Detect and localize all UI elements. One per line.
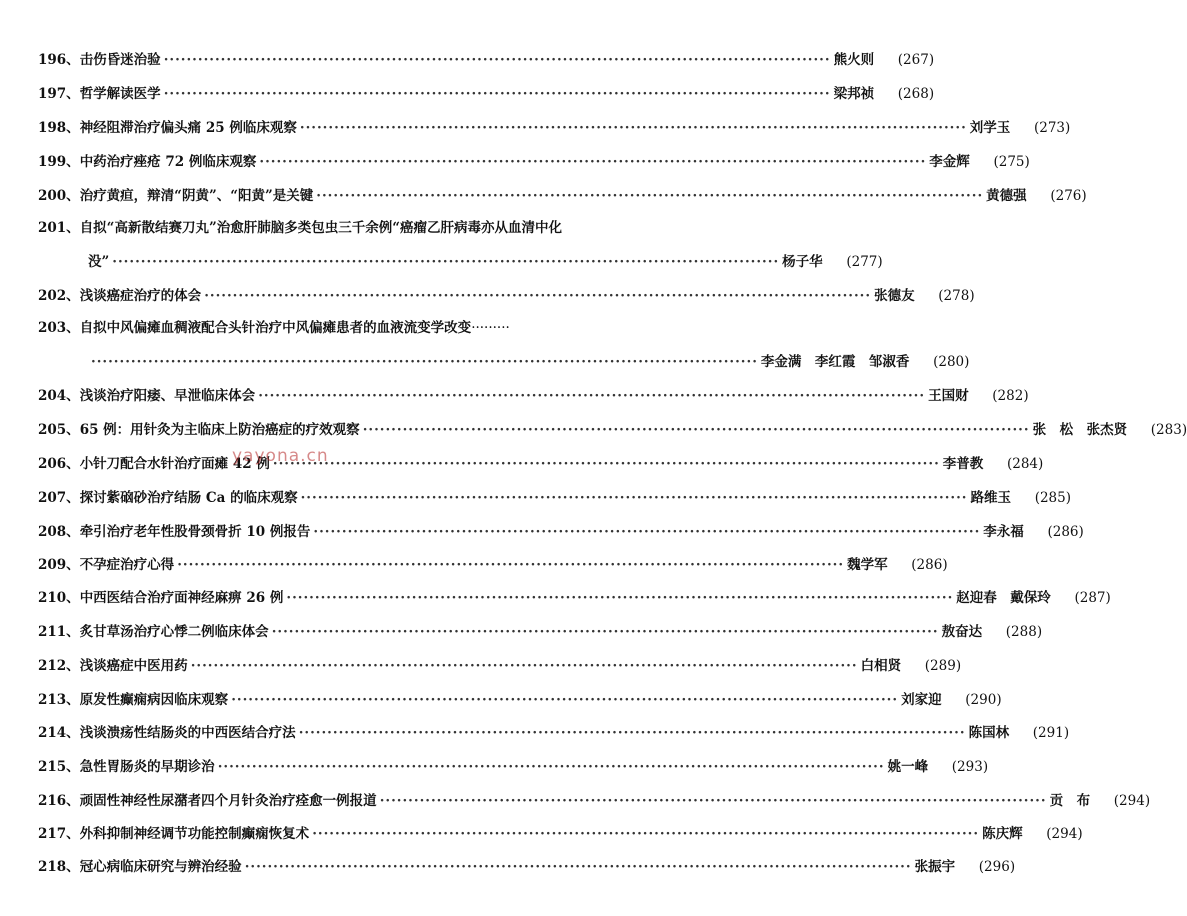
entry-number: 209、 bbox=[38, 557, 80, 573]
entry-title: 急性胃肠炎的早期诊治 bbox=[79, 759, 215, 775]
dot-leader bbox=[191, 656, 858, 676]
toc-entry-210 bbox=[38, 586, 1111, 608]
toc-entry-215 bbox=[38, 755, 989, 777]
dot-leader bbox=[258, 386, 925, 406]
entry-number: 211、 bbox=[38, 624, 80, 640]
dot-leader bbox=[112, 252, 779, 272]
entry-title: 探讨紫硇砂治疗结肠 Ca 的临床观察 bbox=[79, 490, 298, 506]
entry-author: 李永福 bbox=[983, 524, 1024, 540]
dot-leader bbox=[300, 118, 967, 138]
entry-number: 217、 bbox=[38, 826, 80, 842]
dot-leader bbox=[164, 50, 831, 70]
entry-page: (267) bbox=[897, 52, 935, 68]
entry-page: (286) bbox=[911, 557, 948, 573]
entry-title: 原发性癫痫病因临床观察 bbox=[79, 692, 229, 708]
entry-number: 218、 bbox=[38, 859, 80, 875]
entry-author: 李普教 bbox=[942, 456, 984, 472]
entry-title: 65 例：用针灸为主临床上防治癌症的疗效观察 bbox=[79, 422, 360, 438]
entry-author: 陈国林 bbox=[968, 725, 1010, 741]
toc-entry-209 bbox=[38, 553, 948, 575]
entry-page: (289) bbox=[924, 658, 962, 674]
entry-title: 神经阻滞治疗偏头痛 25 例临床观察 bbox=[79, 120, 297, 136]
entry-number: 212、 bbox=[38, 658, 80, 674]
entry-page: (293) bbox=[951, 759, 989, 775]
dot-leader bbox=[204, 286, 871, 306]
entry-page: (268) bbox=[897, 86, 935, 102]
dot-leader bbox=[91, 352, 758, 372]
watermark-text: yayona.cn bbox=[232, 446, 329, 466]
entry-page: (277) bbox=[846, 254, 883, 270]
entry-title: 治疗黄疸，辩清“阴黄”、“阳黄”是关键 bbox=[79, 188, 314, 204]
toc-entry-199 bbox=[38, 150, 1030, 172]
dot-leader bbox=[312, 824, 979, 844]
entry-author: 敖奋达 bbox=[941, 624, 983, 640]
toc-entry-203 bbox=[38, 350, 970, 372]
toc-entry-198 bbox=[38, 116, 1071, 138]
entry-number: 198、 bbox=[38, 120, 80, 136]
entry-title: 中药治疗痤疮 72 例临床观察 bbox=[79, 154, 257, 170]
dot-leader bbox=[301, 488, 968, 508]
dot-leader bbox=[313, 522, 980, 542]
entry-page: (296) bbox=[978, 859, 1016, 875]
entry-author: 王国财 bbox=[928, 388, 969, 404]
toc-entry-196 bbox=[38, 48, 935, 70]
toc-entry-202 bbox=[38, 284, 975, 306]
entry-title: 浅谈癌症治疗的体会 bbox=[79, 288, 202, 304]
toc-entry-201-line1 bbox=[38, 218, 610, 238]
entry-author: 贡 布 bbox=[1049, 793, 1091, 809]
entry-page: (286) bbox=[1047, 524, 1084, 540]
entry-author: 白相贤 bbox=[860, 658, 902, 674]
entry-page: (282) bbox=[992, 388, 1029, 404]
entry-title: 自拟中风偏瘫血稠液配合头针治疗中风偏瘫患者的血液流变学改变 bbox=[79, 320, 472, 336]
toc-entry-217 bbox=[38, 822, 1083, 844]
entry-number: 215、 bbox=[38, 759, 80, 775]
toc-entry-218 bbox=[38, 855, 1016, 877]
entry-number: 206、 bbox=[38, 456, 80, 472]
entry-title: 小针刀配合水针治疗面瘫 42 例 bbox=[79, 456, 270, 472]
entry-page: (287) bbox=[1074, 590, 1111, 606]
entry-title: 自拟“高新散结赛刀丸”治愈肝肺脑多类包虫三千余例“癌瘤乙肝病毒亦从血清中化 bbox=[79, 220, 562, 236]
entry-author: 张德友 bbox=[874, 288, 915, 304]
dot-leader bbox=[273, 454, 940, 474]
entry-number: 197、 bbox=[38, 86, 80, 102]
entry-number: 205、 bbox=[38, 422, 80, 438]
entry-number: 214、 bbox=[38, 725, 80, 741]
dot-leader bbox=[380, 791, 1047, 811]
entry-author: 路维玉 bbox=[970, 490, 1011, 506]
entry-author: 熊火则 bbox=[833, 52, 875, 68]
entry-title: 炙甘草汤治疗心悸二例临床体会 bbox=[79, 624, 269, 640]
toc-entry-207 bbox=[38, 486, 1071, 508]
entry-number: 210、 bbox=[38, 590, 80, 606]
toc-entry-211 bbox=[38, 620, 1043, 642]
dot-leader bbox=[272, 622, 939, 642]
entry-number: 207、 bbox=[38, 490, 80, 506]
dot-leader bbox=[164, 84, 831, 104]
entry-number: 201、 bbox=[38, 220, 80, 236]
entry-author: 魏学军 bbox=[847, 557, 888, 573]
entry-title: 顽固性神经性尿潴者四个月针灸治疗痊愈一例报道 bbox=[79, 793, 377, 809]
entry-number: 216、 bbox=[38, 793, 80, 809]
dot-leader bbox=[177, 555, 844, 575]
toc-entry-213 bbox=[38, 688, 1002, 710]
entry-title: 浅谈溃疡性结肠炎的中西医结合疗法 bbox=[79, 725, 296, 741]
entry-page: (280) bbox=[933, 354, 970, 370]
dot-leader bbox=[299, 723, 966, 743]
entry-number: 196、 bbox=[38, 52, 80, 68]
toc-entry-201 bbox=[38, 250, 883, 272]
entry-author: 李金辉 bbox=[929, 154, 970, 170]
entry-number: 199、 bbox=[38, 154, 80, 170]
entry-page: (294) bbox=[1046, 826, 1083, 842]
dot-leader: ········· bbox=[471, 320, 510, 336]
toc-entry-200 bbox=[38, 184, 1087, 206]
entry-author: 赵迎春 戴保玲 bbox=[956, 590, 1051, 606]
entry-page: (290) bbox=[965, 692, 1002, 708]
entry-author: 杨子华 bbox=[782, 254, 823, 270]
entry-title: 牵引治疗老年性股骨颈骨折 10 例报告 bbox=[79, 524, 311, 540]
entry-author: 姚一峰 bbox=[887, 759, 929, 775]
entry-title: 哲学解读医学 bbox=[79, 86, 161, 102]
entry-author: 陈庆辉 bbox=[982, 826, 1023, 842]
entry-title: 不孕症治疗心得 bbox=[79, 557, 175, 573]
toc-entry-212 bbox=[38, 654, 962, 676]
toc-entry-208 bbox=[38, 520, 1084, 542]
entry-title-continued: 没” bbox=[88, 254, 110, 270]
entry-title: 浅谈癌症中医用药 bbox=[79, 658, 188, 674]
entry-author: 李金满 李红霞 邹淑香 bbox=[760, 354, 910, 370]
entry-number: 208、 bbox=[38, 524, 80, 540]
toc-entry-216 bbox=[38, 789, 1151, 811]
entry-page: (288) bbox=[1005, 624, 1043, 640]
entry-author: 黄德强 bbox=[986, 188, 1027, 204]
entry-title: 中西医结合治疗面神经麻痹 26 例 bbox=[79, 590, 284, 606]
dot-leader bbox=[218, 757, 885, 777]
dot-leader bbox=[245, 857, 912, 877]
entry-page: (294) bbox=[1113, 793, 1151, 809]
entry-page: (275) bbox=[993, 154, 1030, 170]
toc-entry-197 bbox=[38, 82, 935, 104]
entry-author: 刘家迎 bbox=[901, 692, 942, 708]
toc-entry-214 bbox=[38, 721, 1070, 743]
entry-number: 202、 bbox=[38, 288, 80, 304]
entry-number: 200、 bbox=[38, 188, 80, 204]
entry-title: 击伤昏迷治验 bbox=[79, 52, 161, 68]
entry-title: 冠心病临床研究与辨治经验 bbox=[79, 859, 242, 875]
entry-number: 203、 bbox=[38, 320, 80, 336]
toc-entry-204 bbox=[38, 384, 1029, 406]
entry-title: 浅谈治疗阳痿、早泄临床体会 bbox=[79, 388, 256, 404]
entry-author: 梁邦祯 bbox=[833, 86, 875, 102]
dot-leader bbox=[231, 690, 898, 710]
dot-leader bbox=[259, 152, 926, 172]
dot-leader bbox=[286, 588, 953, 608]
entry-page: (284) bbox=[1006, 456, 1044, 472]
toc-entry-203-line1 bbox=[38, 318, 610, 338]
entry-page: (285) bbox=[1034, 490, 1071, 506]
entry-number: 204、 bbox=[38, 388, 80, 404]
dot-leader bbox=[363, 420, 1030, 440]
entry-author: 张 松 张杰贤 bbox=[1032, 422, 1128, 438]
entry-author: 刘学玉 bbox=[969, 120, 1011, 136]
entry-page: (283) bbox=[1150, 422, 1187, 438]
entry-page: (276) bbox=[1050, 188, 1087, 204]
entry-author: 张振宇 bbox=[914, 859, 956, 875]
entry-title: 外科抑制神经调节功能控制癫痫恢复术 bbox=[79, 826, 310, 842]
entry-page: (278) bbox=[938, 288, 975, 304]
entry-page: (273) bbox=[1033, 120, 1071, 136]
toc-entry-205 bbox=[38, 418, 1187, 440]
entry-page: (291) bbox=[1032, 725, 1070, 741]
dot-leader bbox=[316, 186, 983, 206]
entry-number: 213、 bbox=[38, 692, 80, 708]
